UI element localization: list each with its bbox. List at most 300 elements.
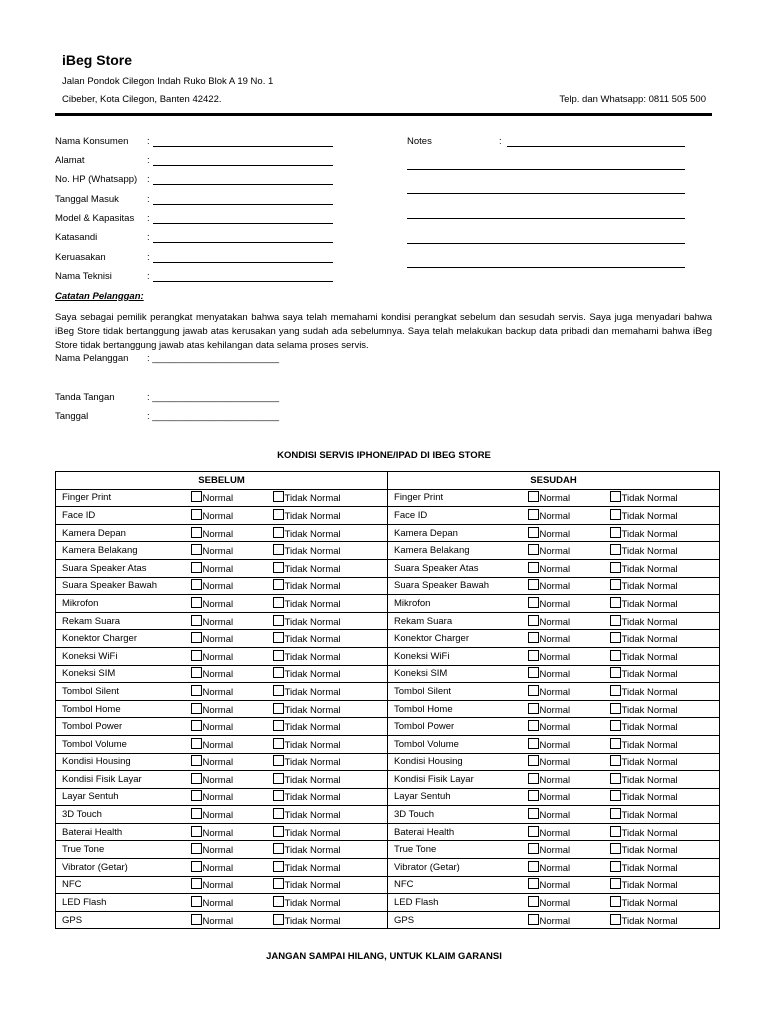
before-tidak-normal-option[interactable] <box>273 898 341 909</box>
checkbox-icon[interactable] <box>191 632 202 643</box>
checkbox-icon[interactable] <box>191 878 202 889</box>
before-tidak-normal-option[interactable] <box>273 617 341 628</box>
checkbox-icon[interactable] <box>528 562 539 573</box>
checkbox-icon[interactable] <box>273 808 284 819</box>
checkbox-icon[interactable] <box>610 544 621 555</box>
checkbox-icon[interactable] <box>191 843 202 854</box>
normal-label: Normal <box>539 528 571 540</box>
after-normal-option[interactable] <box>528 898 571 909</box>
after-normal-option[interactable] <box>528 792 571 803</box>
after-normal-option[interactable] <box>528 564 571 575</box>
normal-label: Normal <box>539 845 571 857</box>
after-item-name: Tombol Volume <box>394 738 459 750</box>
before-normal-option[interactable] <box>191 705 234 716</box>
before-normal-option[interactable] <box>191 898 234 909</box>
checkbox-icon[interactable] <box>610 509 621 520</box>
phone-number: Telp. dan Whatsapp: 0811 505 500 <box>559 94 706 105</box>
checkbox-icon[interactable] <box>528 632 539 643</box>
checkbox-icon[interactable] <box>273 615 284 626</box>
after-normal-option[interactable] <box>528 634 571 645</box>
before-normal-option[interactable] <box>191 511 234 522</box>
before-item-name: NFC <box>62 879 82 891</box>
checkbox-icon[interactable] <box>528 790 539 801</box>
notes-line-1[interactable] <box>507 146 685 147</box>
before-tidak-normal-option[interactable] <box>273 775 341 786</box>
table-row <box>56 542 720 560</box>
checkbox-icon[interactable] <box>273 650 284 661</box>
after-normal-option[interactable] <box>528 916 571 927</box>
before-item-name: LED Flash <box>62 897 107 909</box>
before-tidak-normal-option[interactable] <box>273 529 341 540</box>
checkbox-icon[interactable] <box>610 491 621 502</box>
table-row <box>56 630 720 648</box>
checkbox-icon[interactable] <box>610 597 621 608</box>
after-tidak-normal-option[interactable] <box>610 564 678 575</box>
after-normal-option[interactable] <box>528 652 571 663</box>
after-tidak-normal-option[interactable] <box>610 617 678 628</box>
normal-label: Normal <box>202 898 234 910</box>
checkbox-icon[interactable] <box>610 720 621 731</box>
normal-label: Normal <box>202 774 234 786</box>
tidak-normal-label: Tidak Normal <box>621 581 678 593</box>
checkbox-icon[interactable] <box>610 738 621 749</box>
before-tidak-normal-option[interactable] <box>273 810 341 821</box>
normal-label: Normal <box>539 616 571 628</box>
after-item-name: Mikrofon <box>394 597 431 609</box>
checkbox-icon[interactable] <box>528 615 539 626</box>
before-normal-option[interactable] <box>191 863 234 874</box>
catatan-heading: Catatan Pelanggan: <box>55 291 144 302</box>
tidak-normal-label: Tidak Normal <box>284 792 341 804</box>
field-katasandi-input[interactable] <box>153 242 333 243</box>
nama-pelanggan-blank[interactable]: : ________________________ <box>147 353 280 364</box>
tidak-normal-label: Tidak Normal <box>621 704 678 716</box>
notes-line-4[interactable] <box>407 218 685 219</box>
checkbox-icon[interactable] <box>528 808 539 819</box>
checkbox-icon[interactable] <box>191 826 202 837</box>
checkbox-icon[interactable] <box>528 544 539 555</box>
normal-label: Normal <box>202 739 234 751</box>
checkbox-icon[interactable] <box>191 703 202 714</box>
field-label-nama-konsumen: Nama Konsumen <box>55 136 129 147</box>
field-alamat-input[interactable] <box>153 165 333 166</box>
after-tidak-normal-option[interactable] <box>610 652 678 663</box>
field-no-hp-input[interactable] <box>153 184 333 185</box>
before-item-name: Kamera Belakang <box>62 545 138 557</box>
checkbox-icon[interactable] <box>273 878 284 889</box>
before-item-name: Face ID <box>62 509 96 521</box>
before-normal-option[interactable] <box>191 617 234 628</box>
label-tanda-tangan: Tanda Tangan <box>55 392 115 403</box>
checkbox-icon[interactable] <box>191 667 202 678</box>
after-tidak-normal-option[interactable] <box>610 740 678 751</box>
after-normal-option[interactable] <box>528 493 571 504</box>
tidak-normal-label: Tidak Normal <box>284 827 341 839</box>
before-normal-option[interactable] <box>191 792 234 803</box>
after-tidak-normal-option[interactable] <box>610 775 678 786</box>
checkbox-icon[interactable] <box>273 562 284 573</box>
sebelum-header: SEBELUM <box>56 472 388 490</box>
before-tidak-normal-option[interactable] <box>273 581 341 592</box>
before-tidak-normal-option[interactable] <box>273 757 341 768</box>
before-normal-option[interactable] <box>191 880 234 891</box>
notes-line-5[interactable] <box>407 243 685 244</box>
checkbox-icon[interactable] <box>191 755 202 766</box>
after-tidak-normal-option[interactable] <box>610 828 678 839</box>
checkbox-icon[interactable] <box>528 843 539 854</box>
after-normal-option[interactable] <box>528 845 571 856</box>
before-tidak-normal-option[interactable] <box>273 669 341 680</box>
before-normal-option[interactable] <box>191 493 234 504</box>
checkbox-icon[interactable] <box>610 527 621 538</box>
checkbox-icon[interactable] <box>191 509 202 520</box>
before-tidak-normal-option[interactable] <box>273 740 341 751</box>
before-tidak-normal-option[interactable] <box>273 493 341 504</box>
checkbox-icon[interactable] <box>191 896 202 907</box>
checkbox-icon[interactable] <box>610 755 621 766</box>
after-tidak-normal-option[interactable] <box>610 845 678 856</box>
checkbox-icon[interactable] <box>191 738 202 749</box>
tidak-normal-label: Tidak Normal <box>284 546 341 558</box>
checkbox-icon[interactable] <box>273 914 284 925</box>
after-tidak-normal-option[interactable] <box>610 880 678 891</box>
checkbox-icon[interactable] <box>528 861 539 872</box>
after-tidak-normal-option[interactable] <box>610 863 678 874</box>
checkbox-icon[interactable] <box>528 650 539 661</box>
after-normal-option[interactable] <box>528 511 571 522</box>
before-tidak-normal-option[interactable] <box>273 511 341 522</box>
field-label-keruasakan: Keruasakan <box>55 252 106 263</box>
field-keruasakan-input[interactable] <box>153 262 333 263</box>
checkbox-icon[interactable] <box>610 667 621 678</box>
checkbox-icon[interactable] <box>528 685 539 696</box>
checkbox-icon[interactable] <box>528 597 539 608</box>
checkbox-icon[interactable] <box>610 790 621 801</box>
checkbox-icon[interactable] <box>273 544 284 555</box>
after-normal-option[interactable] <box>528 687 571 698</box>
before-item-name: Mikrofon <box>62 597 99 609</box>
checkbox-icon[interactable] <box>610 878 621 889</box>
tidak-normal-label: Tidak Normal <box>621 880 678 892</box>
after-tidak-normal-option[interactable] <box>610 810 678 821</box>
checkbox-icon[interactable] <box>610 861 621 872</box>
before-normal-option[interactable] <box>191 757 234 768</box>
after-normal-option[interactable] <box>528 740 571 751</box>
tidak-normal-label: Tidak Normal <box>284 722 341 734</box>
checkbox-icon[interactable] <box>273 773 284 784</box>
field-nama-teknisi-input[interactable] <box>153 281 333 282</box>
tidak-normal-label: Tidak Normal <box>621 757 678 769</box>
before-tidak-normal-option[interactable] <box>273 722 341 733</box>
checkbox-icon[interactable] <box>610 773 621 784</box>
table-row <box>56 876 720 894</box>
after-tidak-normal-option[interactable] <box>610 687 678 698</box>
before-tidak-normal-option[interactable] <box>273 652 341 663</box>
after-normal-option[interactable] <box>528 863 571 874</box>
normal-label: Normal <box>539 792 571 804</box>
normal-label: Normal <box>202 792 234 804</box>
tidak-normal-label: Tidak Normal <box>284 651 341 663</box>
checkbox-icon[interactable] <box>528 773 539 784</box>
checkbox-icon[interactable] <box>191 650 202 661</box>
after-normal-option[interactable] <box>528 757 571 768</box>
field-tanggal-masuk-input[interactable] <box>153 204 333 205</box>
before-normal-option[interactable] <box>191 652 234 663</box>
tidak-normal-label: Tidak Normal <box>621 898 678 910</box>
checkbox-icon[interactable] <box>528 826 539 837</box>
after-item-name: NFC <box>394 879 414 891</box>
after-item-name: Layar Sentuh <box>394 791 451 803</box>
tidak-normal-label: Tidak Normal <box>284 493 341 505</box>
checkbox-icon[interactable] <box>610 562 621 573</box>
after-item-name: True Tone <box>394 844 437 856</box>
before-item-name: Rekam Suara <box>62 615 121 627</box>
normal-label: Normal <box>202 845 234 857</box>
checkbox-icon[interactable] <box>273 790 284 801</box>
tidak-normal-label: Tidak Normal <box>284 634 341 646</box>
normal-label: Normal <box>202 810 234 822</box>
checkbox-icon[interactable] <box>191 808 202 819</box>
normal-label: Normal <box>202 616 234 628</box>
before-normal-option[interactable] <box>191 810 234 821</box>
checkbox-icon[interactable] <box>528 703 539 714</box>
before-tidak-normal-option[interactable] <box>273 634 341 645</box>
checkbox-icon[interactable] <box>610 615 621 626</box>
normal-label: Normal <box>202 686 234 698</box>
tidak-normal-label: Tidak Normal <box>621 493 678 505</box>
field-label-no-hp: No. HP (Whatsapp) <box>55 174 138 185</box>
table-row <box>56 771 720 789</box>
before-tidak-normal-option[interactable] <box>273 599 341 610</box>
after-tidak-normal-option[interactable] <box>610 493 678 504</box>
before-tidak-normal-option[interactable] <box>273 705 341 716</box>
field-model-kapasitas-input[interactable] <box>153 223 333 224</box>
checkbox-icon[interactable] <box>191 615 202 626</box>
field-colon: : <box>147 136 150 147</box>
before-tidak-normal-option[interactable] <box>273 828 341 839</box>
checkbox-icon[interactable] <box>528 720 539 731</box>
checkbox-icon[interactable] <box>273 703 284 714</box>
checkbox-icon[interactable] <box>273 843 284 854</box>
table-header-row <box>56 472 720 490</box>
after-tidak-normal-option[interactable] <box>610 916 678 927</box>
after-normal-option[interactable] <box>528 705 571 716</box>
before-normal-option[interactable] <box>191 581 234 592</box>
before-normal-option[interactable] <box>191 916 234 927</box>
field-colon: : <box>147 174 150 185</box>
checkbox-icon[interactable] <box>273 685 284 696</box>
tidak-normal-label: Tidak Normal <box>284 757 341 769</box>
after-normal-option[interactable] <box>528 828 571 839</box>
checkbox-icon[interactable] <box>273 597 284 608</box>
normal-label: Normal <box>539 686 571 698</box>
after-item-name: Kamera Belakang <box>394 545 470 557</box>
checkbox-icon[interactable] <box>528 738 539 749</box>
before-normal-option[interactable] <box>191 546 234 557</box>
tidak-normal-label: Tidak Normal <box>621 510 678 522</box>
before-normal-option[interactable] <box>191 740 234 751</box>
table-row <box>56 647 720 665</box>
normal-label: Normal <box>539 880 571 892</box>
after-normal-option[interactable] <box>528 775 571 786</box>
before-normal-option[interactable] <box>191 687 234 698</box>
checkbox-icon[interactable] <box>191 685 202 696</box>
checkbox-icon[interactable] <box>273 579 284 590</box>
field-colon: : <box>147 213 150 224</box>
checkbox-icon[interactable] <box>610 843 621 854</box>
checkbox-icon[interactable] <box>273 632 284 643</box>
checkbox-icon[interactable] <box>528 755 539 766</box>
before-normal-option[interactable] <box>191 529 234 540</box>
tanda-tangan-blank[interactable]: : ________________________ <box>147 392 280 403</box>
before-tidak-normal-option[interactable] <box>273 564 341 575</box>
checkbox-icon[interactable] <box>528 914 539 925</box>
field-label-nama-teknisi: Nama Teknisi <box>55 271 112 282</box>
after-normal-option[interactable] <box>528 669 571 680</box>
after-normal-option[interactable] <box>528 529 571 540</box>
checkbox-icon[interactable] <box>528 896 539 907</box>
checkbox-icon[interactable] <box>273 720 284 731</box>
checkbox-icon[interactable] <box>191 597 202 608</box>
checkbox-icon[interactable] <box>273 896 284 907</box>
field-nama-konsumen-input[interactable] <box>153 146 333 147</box>
field-colon: : <box>147 271 150 282</box>
checkbox-icon[interactable] <box>191 579 202 590</box>
after-normal-option[interactable] <box>528 722 571 733</box>
after-tidak-normal-option[interactable] <box>610 898 678 909</box>
normal-label: Normal <box>202 669 234 681</box>
checkbox-icon[interactable] <box>528 527 539 538</box>
checkbox-icon[interactable] <box>610 685 621 696</box>
after-tidak-normal-option[interactable] <box>610 705 678 716</box>
checkbox-icon[interactable] <box>191 544 202 555</box>
tidak-normal-label: Tidak Normal <box>621 651 678 663</box>
notes-line-3[interactable] <box>407 193 685 194</box>
checkbox-icon[interactable] <box>191 861 202 872</box>
normal-label: Normal <box>539 722 571 734</box>
before-tidak-normal-option[interactable] <box>273 792 341 803</box>
before-item-name: Finger Print <box>62 492 112 504</box>
before-item-name: Kamera Depan <box>62 527 126 539</box>
tanggal-blank[interactable]: : ________________________ <box>147 411 280 422</box>
checkbox-icon[interactable] <box>610 914 621 925</box>
after-tidak-normal-option[interactable] <box>610 581 678 592</box>
checkbox-icon[interactable] <box>191 720 202 731</box>
checkbox-icon[interactable] <box>273 667 284 678</box>
after-normal-option[interactable] <box>528 810 571 821</box>
normal-label: Normal <box>539 757 571 769</box>
checkbox-icon[interactable] <box>528 491 539 502</box>
after-tidak-normal-option[interactable] <box>610 722 678 733</box>
after-normal-option[interactable] <box>528 880 571 891</box>
checkbox-icon[interactable] <box>191 527 202 538</box>
before-tidak-normal-option[interactable] <box>273 880 341 891</box>
before-tidak-normal-option[interactable] <box>273 845 341 856</box>
after-tidak-normal-option[interactable] <box>610 599 678 610</box>
checkbox-icon[interactable] <box>273 861 284 872</box>
checkbox-icon[interactable] <box>273 527 284 538</box>
checkbox-icon[interactable] <box>610 703 621 714</box>
tidak-normal-label: Tidak Normal <box>621 739 678 751</box>
checkbox-icon[interactable] <box>528 579 539 590</box>
checkbox-icon[interactable] <box>191 562 202 573</box>
after-tidak-normal-option[interactable] <box>610 669 678 680</box>
checkbox-icon[interactable] <box>273 755 284 766</box>
before-normal-option[interactable] <box>191 669 234 680</box>
tidak-normal-label: Tidak Normal <box>284 862 341 874</box>
before-normal-option[interactable] <box>191 634 234 645</box>
before-normal-option[interactable] <box>191 845 234 856</box>
tidak-normal-label: Tidak Normal <box>621 915 678 927</box>
after-tidak-normal-option[interactable] <box>610 529 678 540</box>
table-row <box>56 683 720 701</box>
checkbox-icon[interactable] <box>610 896 621 907</box>
notes-line-6[interactable] <box>407 267 685 268</box>
before-tidak-normal-option[interactable] <box>273 916 341 927</box>
before-item-name: Vibrator (Getar) <box>62 861 128 873</box>
checkbox-icon[interactable] <box>610 632 621 643</box>
notes-line-2[interactable] <box>407 169 685 170</box>
checkbox-icon[interactable] <box>610 579 621 590</box>
checkbox-icon[interactable] <box>528 509 539 520</box>
after-tidak-normal-option[interactable] <box>610 757 678 768</box>
before-tidak-normal-option[interactable] <box>273 546 341 557</box>
checkbox-icon[interactable] <box>610 826 621 837</box>
tidak-normal-label: Tidak Normal <box>621 810 678 822</box>
before-normal-option[interactable] <box>191 775 234 786</box>
before-tidak-normal-option[interactable] <box>273 863 341 874</box>
after-item-name: Koneksi SIM <box>394 668 448 680</box>
checkbox-icon[interactable] <box>273 509 284 520</box>
before-normal-option[interactable] <box>191 722 234 733</box>
after-tidak-normal-option[interactable] <box>610 792 678 803</box>
before-normal-option[interactable] <box>191 564 234 575</box>
checkbox-icon[interactable] <box>610 650 621 661</box>
before-normal-option[interactable] <box>191 828 234 839</box>
checkbox-icon[interactable] <box>191 914 202 925</box>
normal-label: Normal <box>539 704 571 716</box>
checkbox-icon[interactable] <box>528 667 539 678</box>
checkbox-icon[interactable] <box>528 878 539 889</box>
before-item-name: Layar Sentuh <box>62 791 119 803</box>
checkbox-icon[interactable] <box>191 790 202 801</box>
after-normal-option[interactable] <box>528 599 571 610</box>
after-normal-option[interactable] <box>528 581 571 592</box>
after-tidak-normal-option[interactable] <box>610 546 678 557</box>
after-normal-option[interactable] <box>528 617 571 628</box>
after-normal-option[interactable] <box>528 546 571 557</box>
before-item-name: Kondisi Fisik Layar <box>62 773 142 785</box>
before-normal-option[interactable] <box>191 599 234 610</box>
tidak-normal-label: Tidak Normal <box>284 810 341 822</box>
checkbox-icon[interactable] <box>273 826 284 837</box>
checkbox-icon[interactable] <box>191 773 202 784</box>
table-title: KONDISI SERVIS IPHONE/IPAD DI IBEG STORE <box>277 450 491 461</box>
checkbox-icon[interactable] <box>273 738 284 749</box>
before-tidak-normal-option[interactable] <box>273 687 341 698</box>
after-tidak-normal-option[interactable] <box>610 511 678 522</box>
table-row <box>56 859 720 877</box>
tidak-normal-label: Tidak Normal <box>621 669 678 681</box>
table-row <box>56 806 720 824</box>
after-tidak-normal-option[interactable] <box>610 634 678 645</box>
tidak-normal-label: Tidak Normal <box>621 862 678 874</box>
checkbox-icon[interactable] <box>273 491 284 502</box>
normal-label: Normal <box>539 493 571 505</box>
checkbox-icon[interactable] <box>191 491 202 502</box>
footer-note: JANGAN SAMPAI HILANG, UNTUK KLAIM GARANSI <box>266 951 502 962</box>
checkbox-icon[interactable] <box>610 808 621 819</box>
